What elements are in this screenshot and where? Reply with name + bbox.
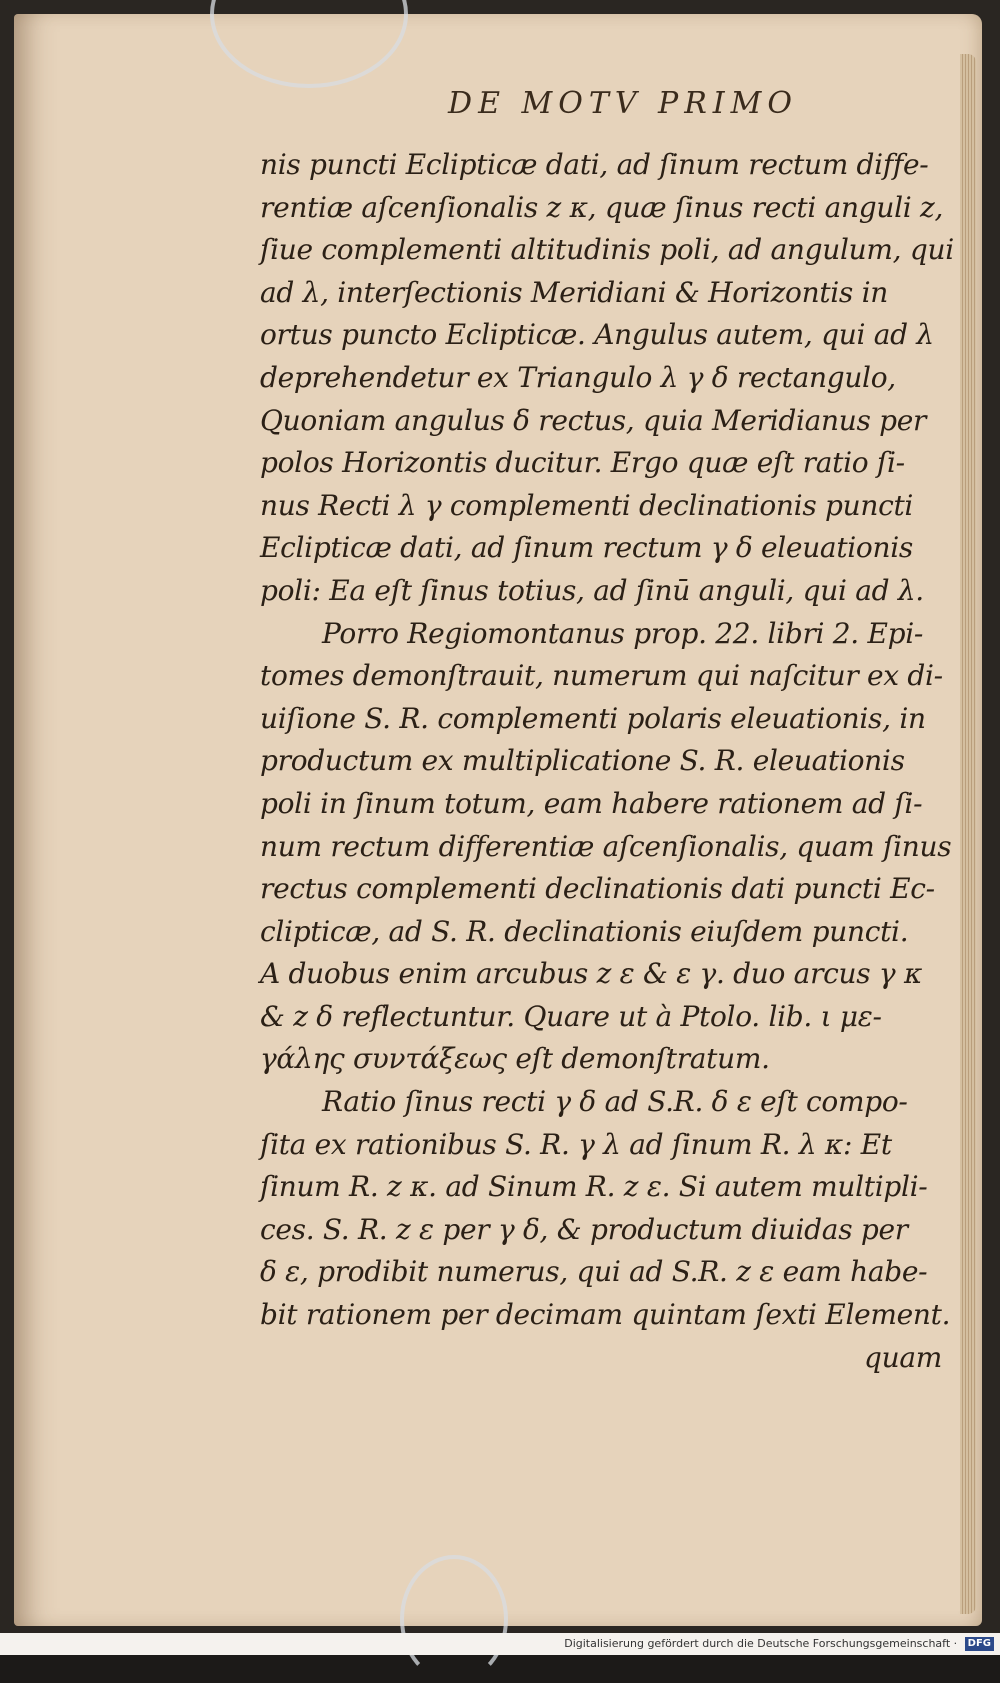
text-line: γάλης συντάξεως eſt demonſtratum. <box>260 1042 770 1076</box>
text-line: Porro Regiomontanus prop. 22. libri 2. Epi- <box>322 616 924 650</box>
text-line: Ratio ſinus recti γ δ ad S.R. δ ε eſt compo- <box>322 1085 908 1119</box>
text-line: rectus complementi declinationis dati puncti Ec- <box>260 872 935 906</box>
text-line: ad λ, interſectionis Meridiani & Horizontis in <box>260 275 888 309</box>
text-line: uiſione S. R. complementi polaris eleuationis, in <box>260 701 926 735</box>
text-line: bit rationem per decimam quintam ſexti Element. <box>260 1298 951 1332</box>
text-line: clipticæ, ad S. R. declinationis eiuſdem puncti. <box>260 914 909 948</box>
text-line: Eclipticæ dati, ad ſinum rectum γ δ eleuationis <box>260 531 913 565</box>
running-head <box>14 86 982 121</box>
text-line: rentiæ aſcenſionalis z κ, quæ ſinus recti anguli z, <box>260 190 944 224</box>
running-head-text: DE MOTV PRIMO <box>448 86 798 121</box>
text-line: nis puncti Eclipticæ dati, ad ſinum rectum diffe- <box>260 148 929 181</box>
text-line: ſiue complementi altitudinis poli, ad angulum, qui <box>260 233 954 267</box>
text-line: ſita ex rationibus S. R. γ λ ad ſinum R. λ κ: Et <box>260 1127 892 1161</box>
dfg-logo-icon: DFG <box>965 1637 994 1651</box>
text-line: tomes demonſtrauit, numerum qui naſcitur ex di- <box>260 659 943 693</box>
text-line: poli: Ea eſt ſinus totius, ad ſinū anguli, qui ad λ. <box>260 573 924 607</box>
catchword: quam <box>863 1340 942 1374</box>
text-line: δ ε, prodibit numerus, qui ad S.R. z ε eam habe- <box>260 1255 928 1289</box>
text-line: ces. S. R. z ε per γ δ, & productum diuidas per <box>260 1212 908 1246</box>
book-page <box>14 14 982 1626</box>
body-text <box>260 144 960 1379</box>
text-line: & z δ reflectuntur. Quare ut à Ptolo. lib. ι με- <box>260 999 882 1033</box>
text-line: Quoniam angulus δ rectus, quia Meridianus per <box>260 403 927 437</box>
text-line: nus Recti λ γ complementi declinationis puncti <box>260 488 914 522</box>
text-line: A duobus enim arcubus z ε & ε γ. duo arcus γ κ <box>260 957 923 991</box>
page-clip-bottom <box>400 1555 508 1683</box>
text-line: deprehendetur ex Triangulo λ γ δ rectangulo, <box>260 360 896 394</box>
digitization-footer: Digitalisierung gefördert durch die Deutsche Forschungsgemeinschaft · DFG <box>0 1633 1000 1655</box>
text-line: productum ex multiplicatione S. R. eleuationis <box>260 744 905 778</box>
page-edge <box>960 54 976 1614</box>
text-line: polos Horizontis ducitur. Ergo quæ eſt ratio ſi- <box>260 446 905 480</box>
text-line: num rectum differentiæ aſcenſionalis, quam ſinus <box>260 829 952 863</box>
text-line: ſinum R. z κ. ad Sinum R. z ε. Si autem multipli- <box>260 1170 928 1204</box>
footer-text: Digitalisierung gefördert durch die Deutsche Forschungsgemeinschaft <box>564 1637 951 1650</box>
text-line: poli in ſinum totum, eam habere rationem ad ſi- <box>260 786 923 820</box>
text-line: ortus puncto Eclipticæ. Angulus autem, qui ad λ <box>260 318 934 352</box>
